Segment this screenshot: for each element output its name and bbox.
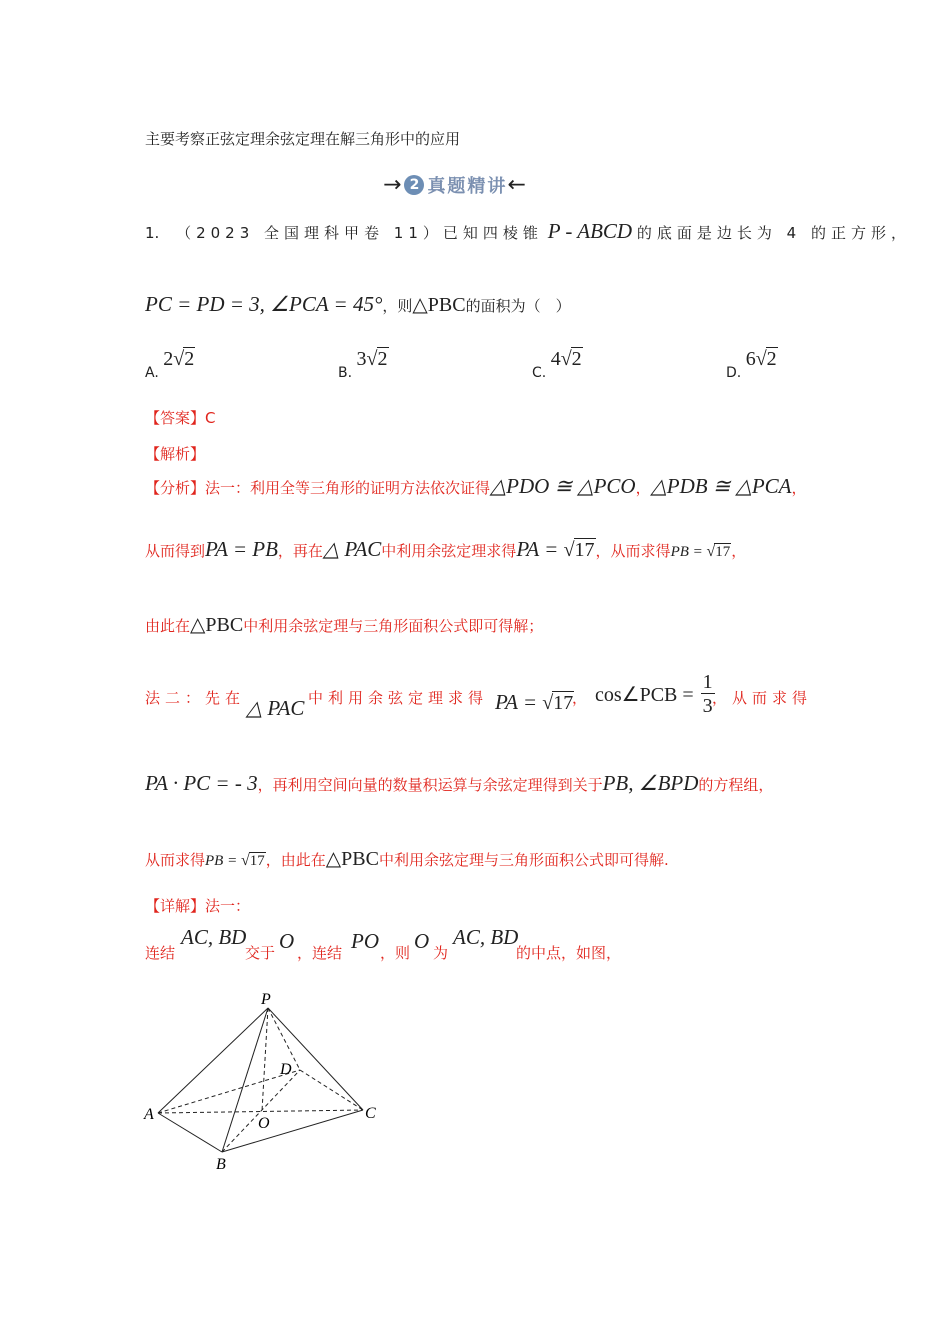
option-radicand: 2 <box>766 348 777 370</box>
text: 的方程组， <box>698 776 774 794</box>
label-d: D <box>280 1061 292 1078</box>
option-b[interactable]: B. 3√2 <box>338 348 388 381</box>
text: 中利用余弦定理求得 <box>381 542 517 560</box>
math-ac-bd: AC, BD <box>453 925 519 949</box>
math-pb: PB = <box>670 544 707 560</box>
option-radicand: 2 <box>377 348 388 370</box>
math-pa-eq-pb: PA = PB <box>205 537 278 561</box>
math-triangle-pac: △ PAC <box>246 696 305 720</box>
math-pb: PB = <box>205 853 241 869</box>
analysis-line-4: 法二：先在 <box>145 689 246 707</box>
label-b: B <box>216 1156 226 1173</box>
text: ，从而求得 <box>595 542 671 560</box>
edge-ab <box>158 1113 222 1152</box>
detail-text: 连结 <box>145 944 176 962</box>
answer-line <box>145 407 216 428</box>
analysis-label: 【解析】 <box>145 445 206 463</box>
option-coef: 4 <box>550 348 561 370</box>
math-cos: cos∠PCB = <box>595 684 699 706</box>
answer-label: 【答案】 <box>145 409 206 427</box>
detail-text: ，则 <box>380 944 411 962</box>
right-arrow-icon: ← <box>507 172 526 198</box>
option-coef: 3 <box>356 348 367 370</box>
edge-ad <box>158 1070 300 1113</box>
math-radicand: 17 <box>249 853 265 869</box>
question-source: （2023 全国理科甲卷 11） <box>176 224 443 242</box>
question-number: 1. <box>145 224 160 242</box>
punctuation: ， <box>572 689 588 707</box>
text: ，由此在 <box>265 851 326 869</box>
question-triangle: △PBC <box>412 294 466 316</box>
diag-ac <box>158 1110 363 1113</box>
question-stem-c: ，则 <box>382 297 413 315</box>
option-radicand: 2 <box>571 348 582 370</box>
math-pa: PA = <box>495 690 543 714</box>
analysis-line-2: 从而得到PA = PB，再在△ PAC中利用余弦定理求得PA = √17，从而求得PB = √17， <box>145 537 747 561</box>
congruence-2: △PDB ≅ △PCA <box>650 474 792 498</box>
text: 从而得到 <box>145 542 206 560</box>
label-c: C <box>365 1105 376 1122</box>
text: 由此在 <box>145 617 191 635</box>
option-coef: 2 <box>163 348 174 370</box>
analysis-text: 中利用余弦定理求得 <box>308 689 489 707</box>
answer-value: C <box>205 409 216 427</box>
option-d[interactable]: D. 6√2 <box>726 348 777 381</box>
option-letter: D. <box>726 365 742 381</box>
section-number-badge: 2 <box>404 175 424 195</box>
fenxi-label: 【分析】 <box>145 479 206 497</box>
math-ac-bd: AC, BD <box>181 925 247 949</box>
detail-method: 法一： <box>205 897 251 915</box>
option-a[interactable]: A. 2√2 <box>145 348 195 381</box>
math-radicand: 17 <box>715 544 731 560</box>
detail-line-1 <box>145 895 250 916</box>
left-arrow-icon: → <box>383 172 402 198</box>
fraction-denominator: 3 <box>702 695 713 717</box>
fenxi-text: 法一：利用全等三角形的证明方法依次证得 <box>205 479 491 497</box>
text: ，再利用空间向量的数量积运算与余弦定理得到关于 <box>257 776 603 794</box>
question-line-1 <box>145 219 911 244</box>
label-o: O <box>258 1115 270 1132</box>
text: 从而求得 <box>145 851 206 869</box>
edge-bc <box>222 1110 363 1152</box>
question-line-2 <box>145 292 571 317</box>
text: 中利用余弦定理与三角形面积公式即可得解； <box>243 617 544 635</box>
math-o: O <box>414 929 430 953</box>
separator: ， <box>635 479 651 497</box>
analysis-line-3 <box>145 612 543 637</box>
option-letter: B. <box>338 365 353 381</box>
math-radicand: 17 <box>574 539 595 561</box>
math-dot-product: PA · PC = - 3 <box>145 771 258 795</box>
option-letter: C. <box>532 365 547 381</box>
punctuation: ， <box>791 479 807 497</box>
text: ，再在 <box>277 542 323 560</box>
detail-text: ，连结 <box>297 944 343 962</box>
option-coef: 6 <box>745 348 756 370</box>
math-o: O <box>279 929 295 953</box>
pyramid-figure <box>140 990 390 1175</box>
math-pa: PA = <box>516 537 564 561</box>
math-po: PO <box>351 929 379 953</box>
edge-pc <box>268 1008 363 1110</box>
question-stem-b: 的底面是边长为 4 的正方形， <box>636 224 911 242</box>
analysis-line-1 <box>145 474 807 499</box>
analysis-line-5 <box>145 771 773 796</box>
analysis-line-6: 从而求得PB = √17，由此在△PBC中利用余弦定理与三角形面积公式即可得解. <box>145 848 669 870</box>
label-a: A <box>144 1106 154 1123</box>
fraction-numerator: 1 <box>702 671 713 693</box>
pyramid-name: P - ABCD <box>547 219 633 243</box>
label-p: P <box>261 991 271 1008</box>
math-pb-angle: PB, ∠BPD <box>602 771 699 795</box>
question-stem-a: 已知四棱锥 <box>442 224 543 242</box>
analysis-text: ，从而求得 <box>712 689 813 707</box>
section-title: 真题精讲 <box>427 176 508 197</box>
detail-label: 【详解】 <box>145 897 206 915</box>
congruence-1: △PDO ≅ △PCO <box>490 474 636 498</box>
math-cos-pcb <box>595 671 717 718</box>
math-triangle-pbc: △PBC <box>325 848 379 870</box>
math-radicand: 17 <box>553 692 574 714</box>
math-triangle-pac: △ PAC <box>322 537 382 561</box>
option-c[interactable]: C. 4√2 <box>532 348 582 381</box>
option-letter: A. <box>145 365 159 381</box>
detail-text: 的中点，如图， <box>516 944 622 962</box>
question-stem-d: 的面积为（ ） <box>465 297 571 315</box>
option-radicand: 2 <box>184 348 195 370</box>
math-pa-sqrt17: PA = √17 <box>495 690 574 714</box>
punctuation: ， <box>731 542 747 560</box>
detail-text: 为 <box>433 944 449 962</box>
question-condition: PC = PD = 3, ∠PCA = 45° <box>145 292 383 316</box>
intro-text: 主要考察正弦定理余弦定理在解三角形中的应用 <box>145 130 461 148</box>
math-triangle-pbc: △PBC <box>190 614 244 636</box>
detail-text: 交于 <box>245 944 276 962</box>
text: 中利用余弦定理与三角形面积公式即可得解. <box>378 851 669 869</box>
section-heading <box>383 172 526 198</box>
